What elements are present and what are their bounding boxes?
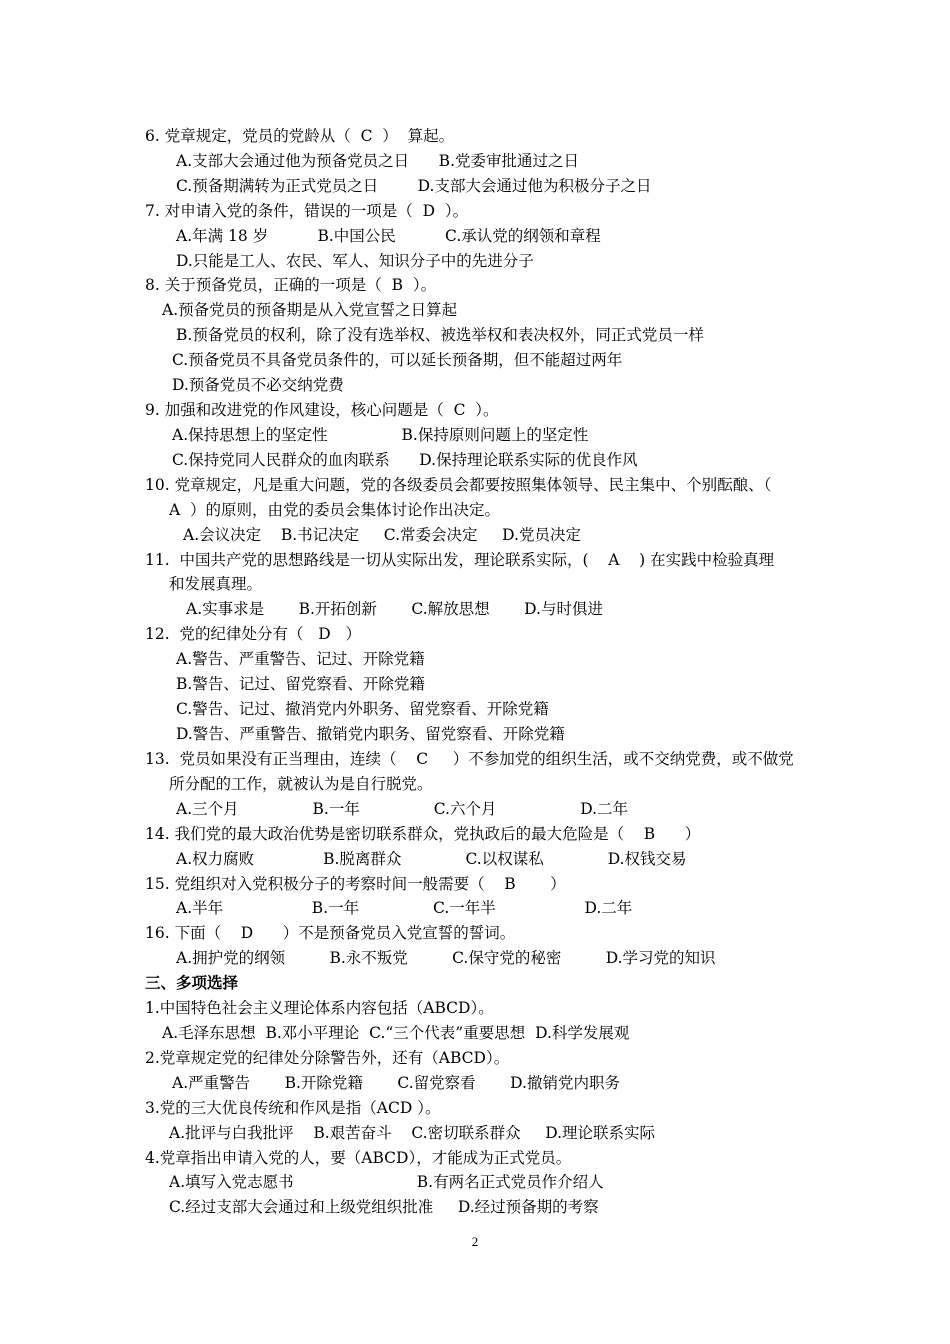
text-line: 6. 党章规定，党员的党龄从（ C ） 算起。 xyxy=(145,127,455,145)
text-line: A.严重警告 B.开除党籍 C.留党察看 D.撤销党内职务 xyxy=(172,1074,620,1092)
text-line: A.批评与白我批评 B.艰苦奋斗 C.密切联系群众 D.理论联系实际 xyxy=(169,1124,656,1142)
text-line: A.预备党员的预备期是从入党宣誓之日算起 xyxy=(162,301,458,319)
text-line: 14. 我们党的最大政治优势是密切联系群众，党执政后的最大危险是（ B ） xyxy=(145,825,701,843)
text-line: 和发展真理。 xyxy=(169,575,263,593)
text-line: 8. 关于预备党员，正确的一项是（ B ）。 xyxy=(145,276,437,294)
text-line: B.警告、记过、留党察看、开除党籍 xyxy=(176,675,425,693)
text-line: A.支部大会通过他为预备党员之日 B.党委审批通过之日 xyxy=(176,152,580,170)
text-line: 15. 党组织对入党积极分子的考察时间一般需要（ B ） xyxy=(145,875,566,893)
text-line: 2.党章规定党的纪律处分除警告外，还有（ABCD）。 xyxy=(145,1049,510,1067)
text-line: A.会议决定 B.书记决定 C.常委会决定 D.党员决定 xyxy=(183,526,581,544)
text-line: C.经过支部大会通过和上级党组织批准 D.经过预备期的考察 xyxy=(169,1198,599,1216)
text-line: C.预备期满转为正式党员之日 D.支部大会通过他为积极分子之日 xyxy=(176,177,652,195)
section-heading: 三、多项选择 xyxy=(145,973,239,992)
text-line: 所分配的工作，就被认为是自行脱党。 xyxy=(169,775,433,793)
text-line: A.毛泽东思想 B.邓小平理论 C.“三个代表”重要思想 D.科学发展观 xyxy=(162,1024,630,1042)
text-line: D.警告、严重警告、撤销党内职务、留党察看、开除党籍 xyxy=(176,725,565,743)
text-line: 1.中国特色社会主义理论体系内容包括（ABCD）。 xyxy=(145,999,494,1017)
text-line: A.半年 B.一年 C.一年半 D.二年 xyxy=(176,899,633,917)
text-line: 9. 加强和改进党的作风建设，核心问题是（ C ）。 xyxy=(145,401,499,419)
text-line: A.警告、严重警告、记过、开除党籍 xyxy=(176,650,425,668)
text-line: D.预备党员不必交纳党费 xyxy=(172,376,344,394)
page-number: 2 xyxy=(471,1234,479,1249)
text-line: B.预备党员的权利，除了没有选举权、被选举权和表决权外，同正式党员一样 xyxy=(176,326,704,344)
text-line: 3.党的三大优良传统和作风是指（ACD ）。 xyxy=(145,1099,441,1117)
text-line: 16. 下面（ D ）不是预备党员入党宣誓的誓词。 xyxy=(145,924,516,942)
text-line: C.保持党同人民群众的血肉联系 D.保持理论联系实际的优良作风 xyxy=(172,451,638,469)
text-line: A.保持思想上的坚定性 B.保持原则问题上的坚定性 xyxy=(172,426,589,444)
text-line: 10. 党章规定，凡是重大问题，党的各级委员会都要按照集体领导、民主集中、个别酝酿、（ xyxy=(145,476,772,494)
text-line: D.只能是工人、农民、军人、知识分子中的先进分子 xyxy=(176,252,534,270)
text-line: A.实事求是 B.开拓创新 C.解放思想 D.与时俱进 xyxy=(186,600,603,618)
text-line: A.拥护党的纲领 B.永不叛党 C.保守党的秘密 D.学习党的知识 xyxy=(176,949,716,967)
text-line: 7. 对申请入党的条件，错误的一项是（ D ）。 xyxy=(145,202,469,220)
text-line: A.三个月 B.一年 C.六个月 D.二年 xyxy=(176,800,629,818)
text-line: 11. 中国共产党的思想路线是一切从实际出发，理论联系实际，( A ) 在实践中检验真理 xyxy=(145,551,775,569)
text-line: C.预备党员不具备党员条件的，可以延长预备期，但不能超过两年 xyxy=(172,351,623,369)
text-line: A.填写入党志愿书 B.有两名正式党员作介绍人 xyxy=(169,1173,604,1191)
text-line: 13. 党员如果没有正当理由，连续（ C ）不参加党的组织生活，或不交纳党费，或不做党 xyxy=(145,750,794,768)
text-line: A.年满 18 岁 B.中国公民 C.承认党的纲领和章程 xyxy=(176,227,601,245)
text-line: 4.党章指出申请入党的人，要（ABCD），才能成为正式党员。 xyxy=(145,1149,572,1167)
text-line: A ）的原则，由党的委员会集体讨论作出决定。 xyxy=(169,501,501,519)
text-line: A.权力腐败 B.脱离群众 C.以权谋私 D.权钱交易 xyxy=(176,850,687,868)
text-line: 12. 党的纪律处分有（ D ） xyxy=(145,625,361,643)
text-line: C.警告、记过、撤消党内外职务、留党察看、开除党籍 xyxy=(176,700,549,718)
